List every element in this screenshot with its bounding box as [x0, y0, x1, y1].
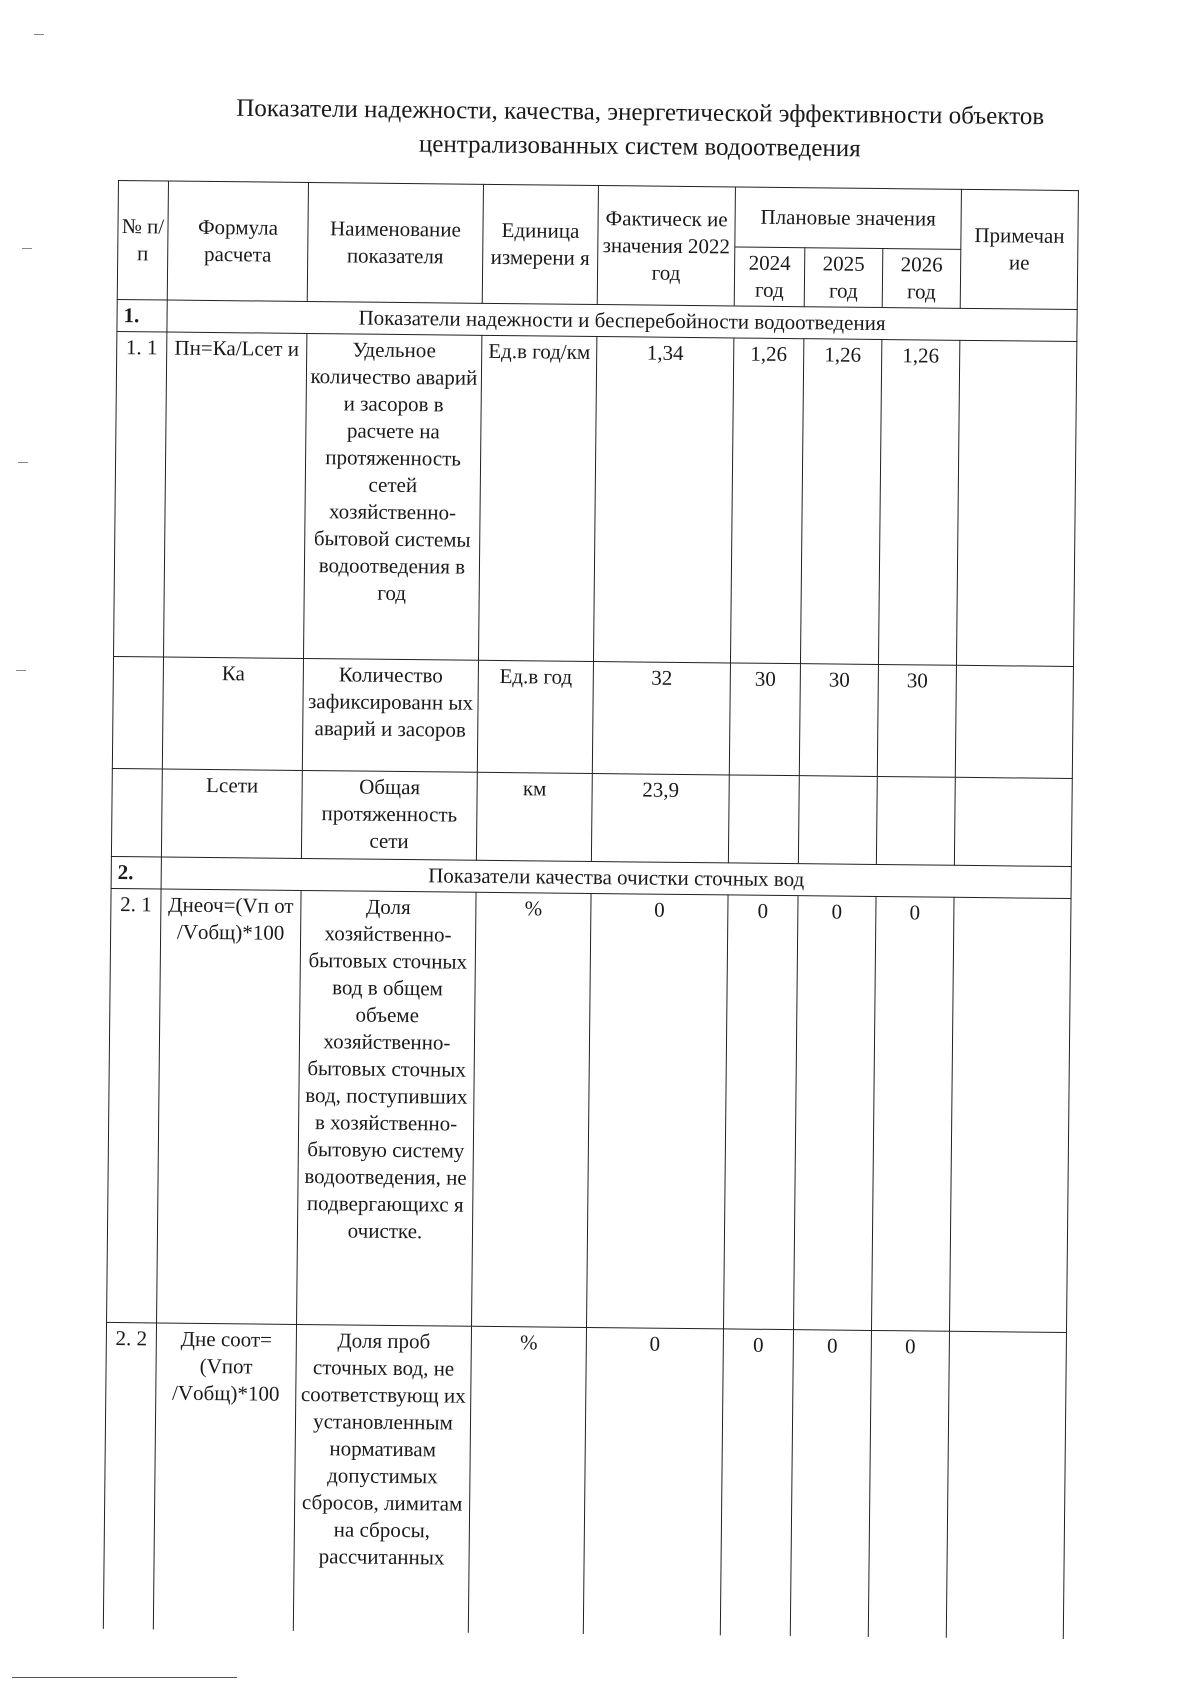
header-name: Наименование показателя [307, 182, 483, 303]
row-name: Общая протяженность сети [301, 770, 477, 860]
row-note [946, 1331, 1066, 1638]
scan-mark [18, 462, 28, 463]
section-title: Показатели качества очистки сточных вод [161, 857, 1071, 899]
row-name: Удельное количество аварий и засоров в расчете на протяженность сетей хозяйственно-бытовой системы водоотведения в год [303, 333, 481, 660]
header-2026: 2026 год [882, 249, 961, 309]
row-plan-2025: 0 [790, 1330, 871, 1637]
row-plan-2026: 0 [871, 896, 954, 1331]
row-note [956, 340, 1076, 666]
row-note [954, 777, 1072, 866]
row-plan-2025: 0 [793, 896, 876, 1331]
row-unit: Ед.в год/км [478, 335, 596, 661]
row-plan-2024: 1,26 [730, 338, 803, 664]
row-plan-2026: 1,26 [878, 340, 959, 666]
row-formula: Lсети [161, 769, 302, 858]
row-unit: Ед.в год [477, 660, 593, 773]
row-plan-2026: 30 [877, 664, 956, 777]
row-formula: Днеоч=(Vп от /Vобщ)*100 [157, 889, 302, 1324]
row-formula: Дне соот=(Vпот /Vобщ)*100 [153, 1323, 296, 1630]
row-fact-2022: 23,9 [591, 773, 729, 862]
row-number [111, 768, 162, 857]
section-title: Показатели надежности и бесперебойности водоотведения [167, 300, 1077, 342]
row-plan-2024: 0 [720, 1329, 793, 1636]
row-plan-2025: 30 [799, 664, 878, 777]
row-fact-2022: 1,34 [593, 337, 733, 663]
row-plan-2024 [728, 775, 799, 864]
table-row [103, 1322, 1066, 1638]
row-plan-2025 [798, 776, 877, 865]
table-header-row [118, 181, 1079, 251]
scan-mark [16, 670, 26, 671]
row-unit: % [472, 892, 592, 1327]
title-line-2: централизованных систем водоотведения [418, 130, 861, 163]
header-plan: Плановые значения [735, 187, 962, 249]
row-name: Количество зафиксированн ых аварий и засоров [302, 658, 478, 772]
row-plan-2026 [876, 776, 955, 865]
header-num: № п/ п [117, 181, 168, 301]
header-2024: 2024 год [734, 247, 805, 307]
row-plan-2024: 0 [724, 895, 799, 1330]
row-fact-2022: 32 [592, 662, 730, 775]
row-formula: Пн=Ка/Lсет и [164, 332, 307, 658]
header-2025: 2025 год [804, 248, 883, 308]
row-fact-2022: 0 [587, 893, 729, 1328]
table-row [114, 331, 1077, 666]
row-name: Доля хозяйственно-бытовых сточных вод в общем объеме хозяйственно-бытовых сточных вод, поступивших в хозяйственно-бытовую систему водоотведения, не подвергающихс я очистке. [297, 890, 477, 1326]
row-plan-2024: 30 [729, 663, 800, 776]
table-row [112, 656, 1073, 778]
row-note [955, 665, 1073, 778]
row-number: 2. 2 [103, 1322, 156, 1629]
indicators-table [103, 180, 1079, 1638]
table-row [107, 888, 1071, 1332]
scan-mark [22, 248, 32, 249]
scan-mark [34, 34, 44, 35]
row-plan-2026: 0 [868, 1330, 949, 1637]
row-plan-2025: 1,26 [800, 339, 881, 665]
section-number: 1. [117, 299, 167, 332]
row-formula: Ка [162, 657, 303, 770]
header-unit: Единица измерени я [482, 184, 598, 304]
row-unit: км [476, 772, 592, 861]
row-note [949, 897, 1071, 1332]
table-row [111, 768, 1072, 866]
row-number: 1. 1 [114, 331, 167, 657]
row-number: 2. 1 [107, 888, 162, 1322]
row-name: Доля проб сточных вод, не соответствующ их установленным нормативам допустимых сбросов, лимитам на сбросы, рассчитанных [293, 1324, 471, 1632]
header-formula: Формула расчета [167, 181, 308, 301]
row-fact-2022: 0 [583, 1327, 723, 1634]
row-unit: % [468, 1326, 586, 1633]
page-title [200, 91, 1081, 168]
header-note: Примечан ие [960, 189, 1078, 309]
section-number: 2. [111, 856, 161, 889]
header-fact: Фактическ ие значения 2022 год [597, 186, 735, 306]
title-line-1: Показатели надежности, качества, энергетической эффективности объектов [236, 94, 1045, 131]
scan-bottom-rule [12, 1677, 237, 1678]
row-number [112, 656, 163, 769]
